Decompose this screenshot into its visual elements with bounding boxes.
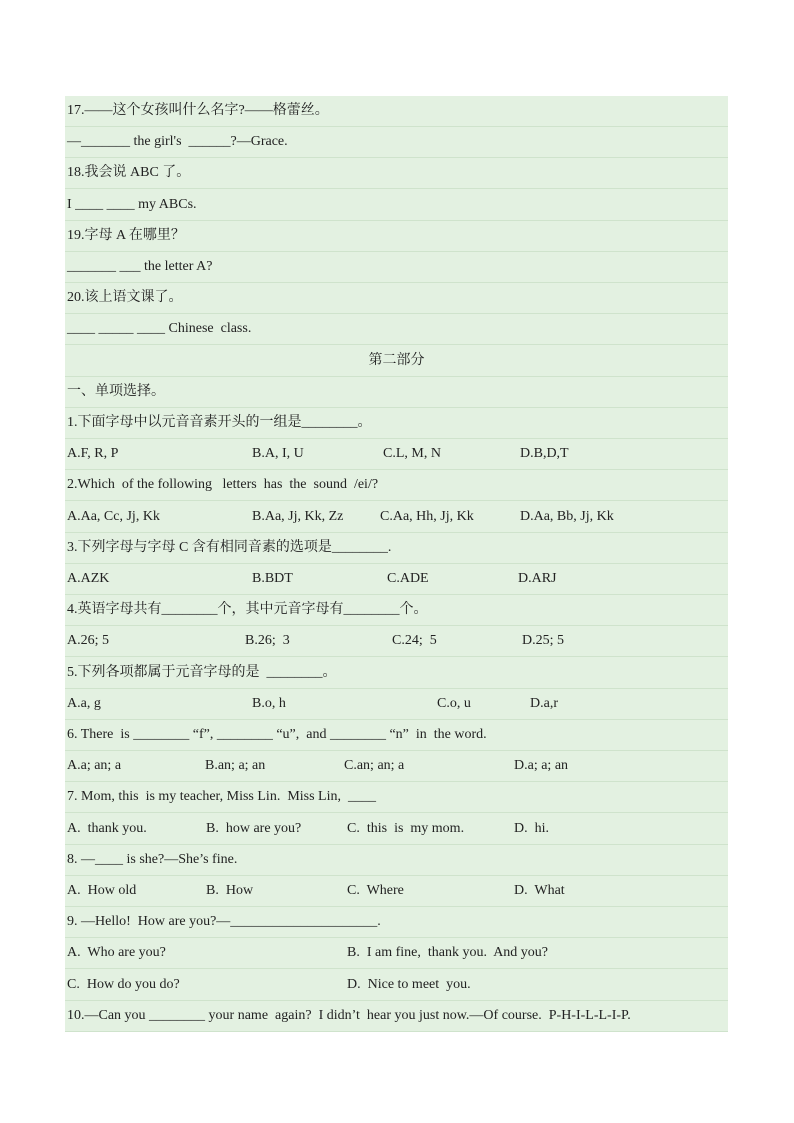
line-text: 20.该上语文课了。 (67, 290, 183, 306)
option-item: A.F, R, P (67, 446, 119, 462)
line-text: 8. —____ is she?—She’s fine. (67, 851, 238, 867)
line-text: ____ _____ ____ Chinese class. (67, 321, 252, 337)
option-item: C.L, M, N (383, 446, 441, 462)
options-row (65, 814, 728, 845)
question-line (65, 221, 728, 252)
option-item: C.Aa, Hh, Jj, Kk (380, 508, 474, 524)
section-title (65, 346, 728, 377)
option-item: D.ARJ (518, 571, 557, 586)
question-line (65, 845, 728, 876)
option-item: B.BDT (252, 571, 293, 586)
line-text: 17.——这个女孩叫什么名字?——格蕾丝。 (67, 103, 329, 118)
line-text: 10.—Can you ________ your name again? I didn’t hear you just now.—Of course. P-H-I-L-L-I-P. (67, 1007, 631, 1023)
option-item: B. How (206, 883, 254, 898)
question-line (65, 377, 728, 408)
question-line (65, 533, 728, 564)
line-text: 4.英语字母共有________个，其中元音字母有________个。 (67, 602, 428, 618)
line-text: 第二部分 (368, 352, 425, 368)
option-item: B. I am fine, thank you. And you? (347, 945, 549, 961)
option-item: B.Aa, Jj, Kk, Zz (252, 508, 344, 524)
question-line (65, 408, 728, 439)
line-text: 18.我会说 ABC 了。 (67, 165, 191, 181)
option-item: B.an; a; an (205, 758, 266, 774)
line-text: —_______ the girl's ______?—Grace. (67, 134, 288, 150)
options-row (65, 439, 728, 470)
option-item: B.26; 3 (245, 633, 290, 649)
option-item: B.A, I, U (252, 446, 304, 462)
question-line (65, 658, 728, 689)
question-line (65, 96, 728, 127)
question-line (65, 190, 728, 221)
question-line (65, 314, 728, 345)
question-line (65, 127, 728, 158)
option-item: A.a; an; a (67, 758, 122, 774)
options-row (65, 626, 728, 657)
option-item: D. What (514, 883, 565, 898)
line-text: 5.下列各项都属于元音字母的是 ________。 (67, 664, 337, 680)
question-line (65, 595, 728, 626)
line-text: 6. There is ________ “f”, ________ “u”, and ________ “n” in the word. (67, 727, 487, 742)
line-text: 9. —Hello! How are you?—_____________________. (67, 914, 381, 930)
line-text: 1.下面字母中以元音音素开头的一组是________。 (67, 415, 372, 430)
option-item: D.25; 5 (522, 633, 564, 649)
line-text: 19.字母 A 在哪里？ (67, 227, 185, 243)
option-item: C.24; 5 (392, 633, 437, 649)
option-item: B.o, h (252, 695, 286, 711)
option-item: A.a, g (67, 695, 101, 711)
options-row (65, 502, 728, 533)
options-row (65, 751, 728, 782)
options-row (65, 970, 728, 1001)
question-line (65, 283, 728, 314)
option-item: D. Nice to meet you. (347, 976, 471, 992)
option-item: A. How old (67, 883, 137, 898)
line-text: I ____ ____ my ABCs. (67, 196, 197, 212)
option-item: C.ADE (387, 571, 429, 586)
option-item: C. Where (347, 883, 404, 898)
options-row (65, 876, 728, 907)
question-line (65, 470, 728, 501)
option-item: A.AZK (67, 571, 110, 586)
option-item: C.o, u (437, 695, 471, 711)
option-item: A. thank you. (67, 820, 147, 836)
options-row (65, 564, 728, 595)
line-text: 3.下列字母与字母 C 含有相同音素的选项是________. (67, 539, 392, 555)
option-item: C.an; an; a (344, 758, 405, 774)
option-item: C. How do you do? (67, 976, 180, 992)
option-item: A.Aa, Cc, Jj, Kk (67, 508, 160, 524)
question-line (65, 907, 728, 938)
option-item: C. this is my mom. (347, 820, 465, 836)
option-item: D.a; a; an (514, 758, 569, 774)
question-line (65, 252, 728, 283)
option-item: D. hi. (514, 820, 549, 836)
options-row (65, 689, 728, 720)
question-line (65, 782, 728, 813)
worksheet-page (65, 96, 728, 1032)
line-text: 一、单项选择。 (67, 383, 165, 399)
question-line (65, 1001, 728, 1032)
question-line (65, 158, 728, 189)
question-line (65, 720, 728, 751)
options-row (65, 938, 728, 969)
option-item: D.a,r (530, 695, 558, 711)
line-text: 2.Which of the following letters has the sound /ei/? (67, 477, 379, 493)
option-item: A. Who are you? (67, 945, 166, 961)
option-item: D.Aa, Bb, Jj, Kk (520, 508, 614, 524)
option-item: D.B,D,T (520, 446, 569, 462)
line-text: _______ ___ the letter A? (67, 259, 213, 274)
option-item: B. how are you? (206, 820, 302, 836)
option-item: A.26; 5 (67, 633, 109, 649)
line-text: 7. Mom, this is my teacher, Miss Lin. Miss Lin, ____ (67, 789, 376, 805)
